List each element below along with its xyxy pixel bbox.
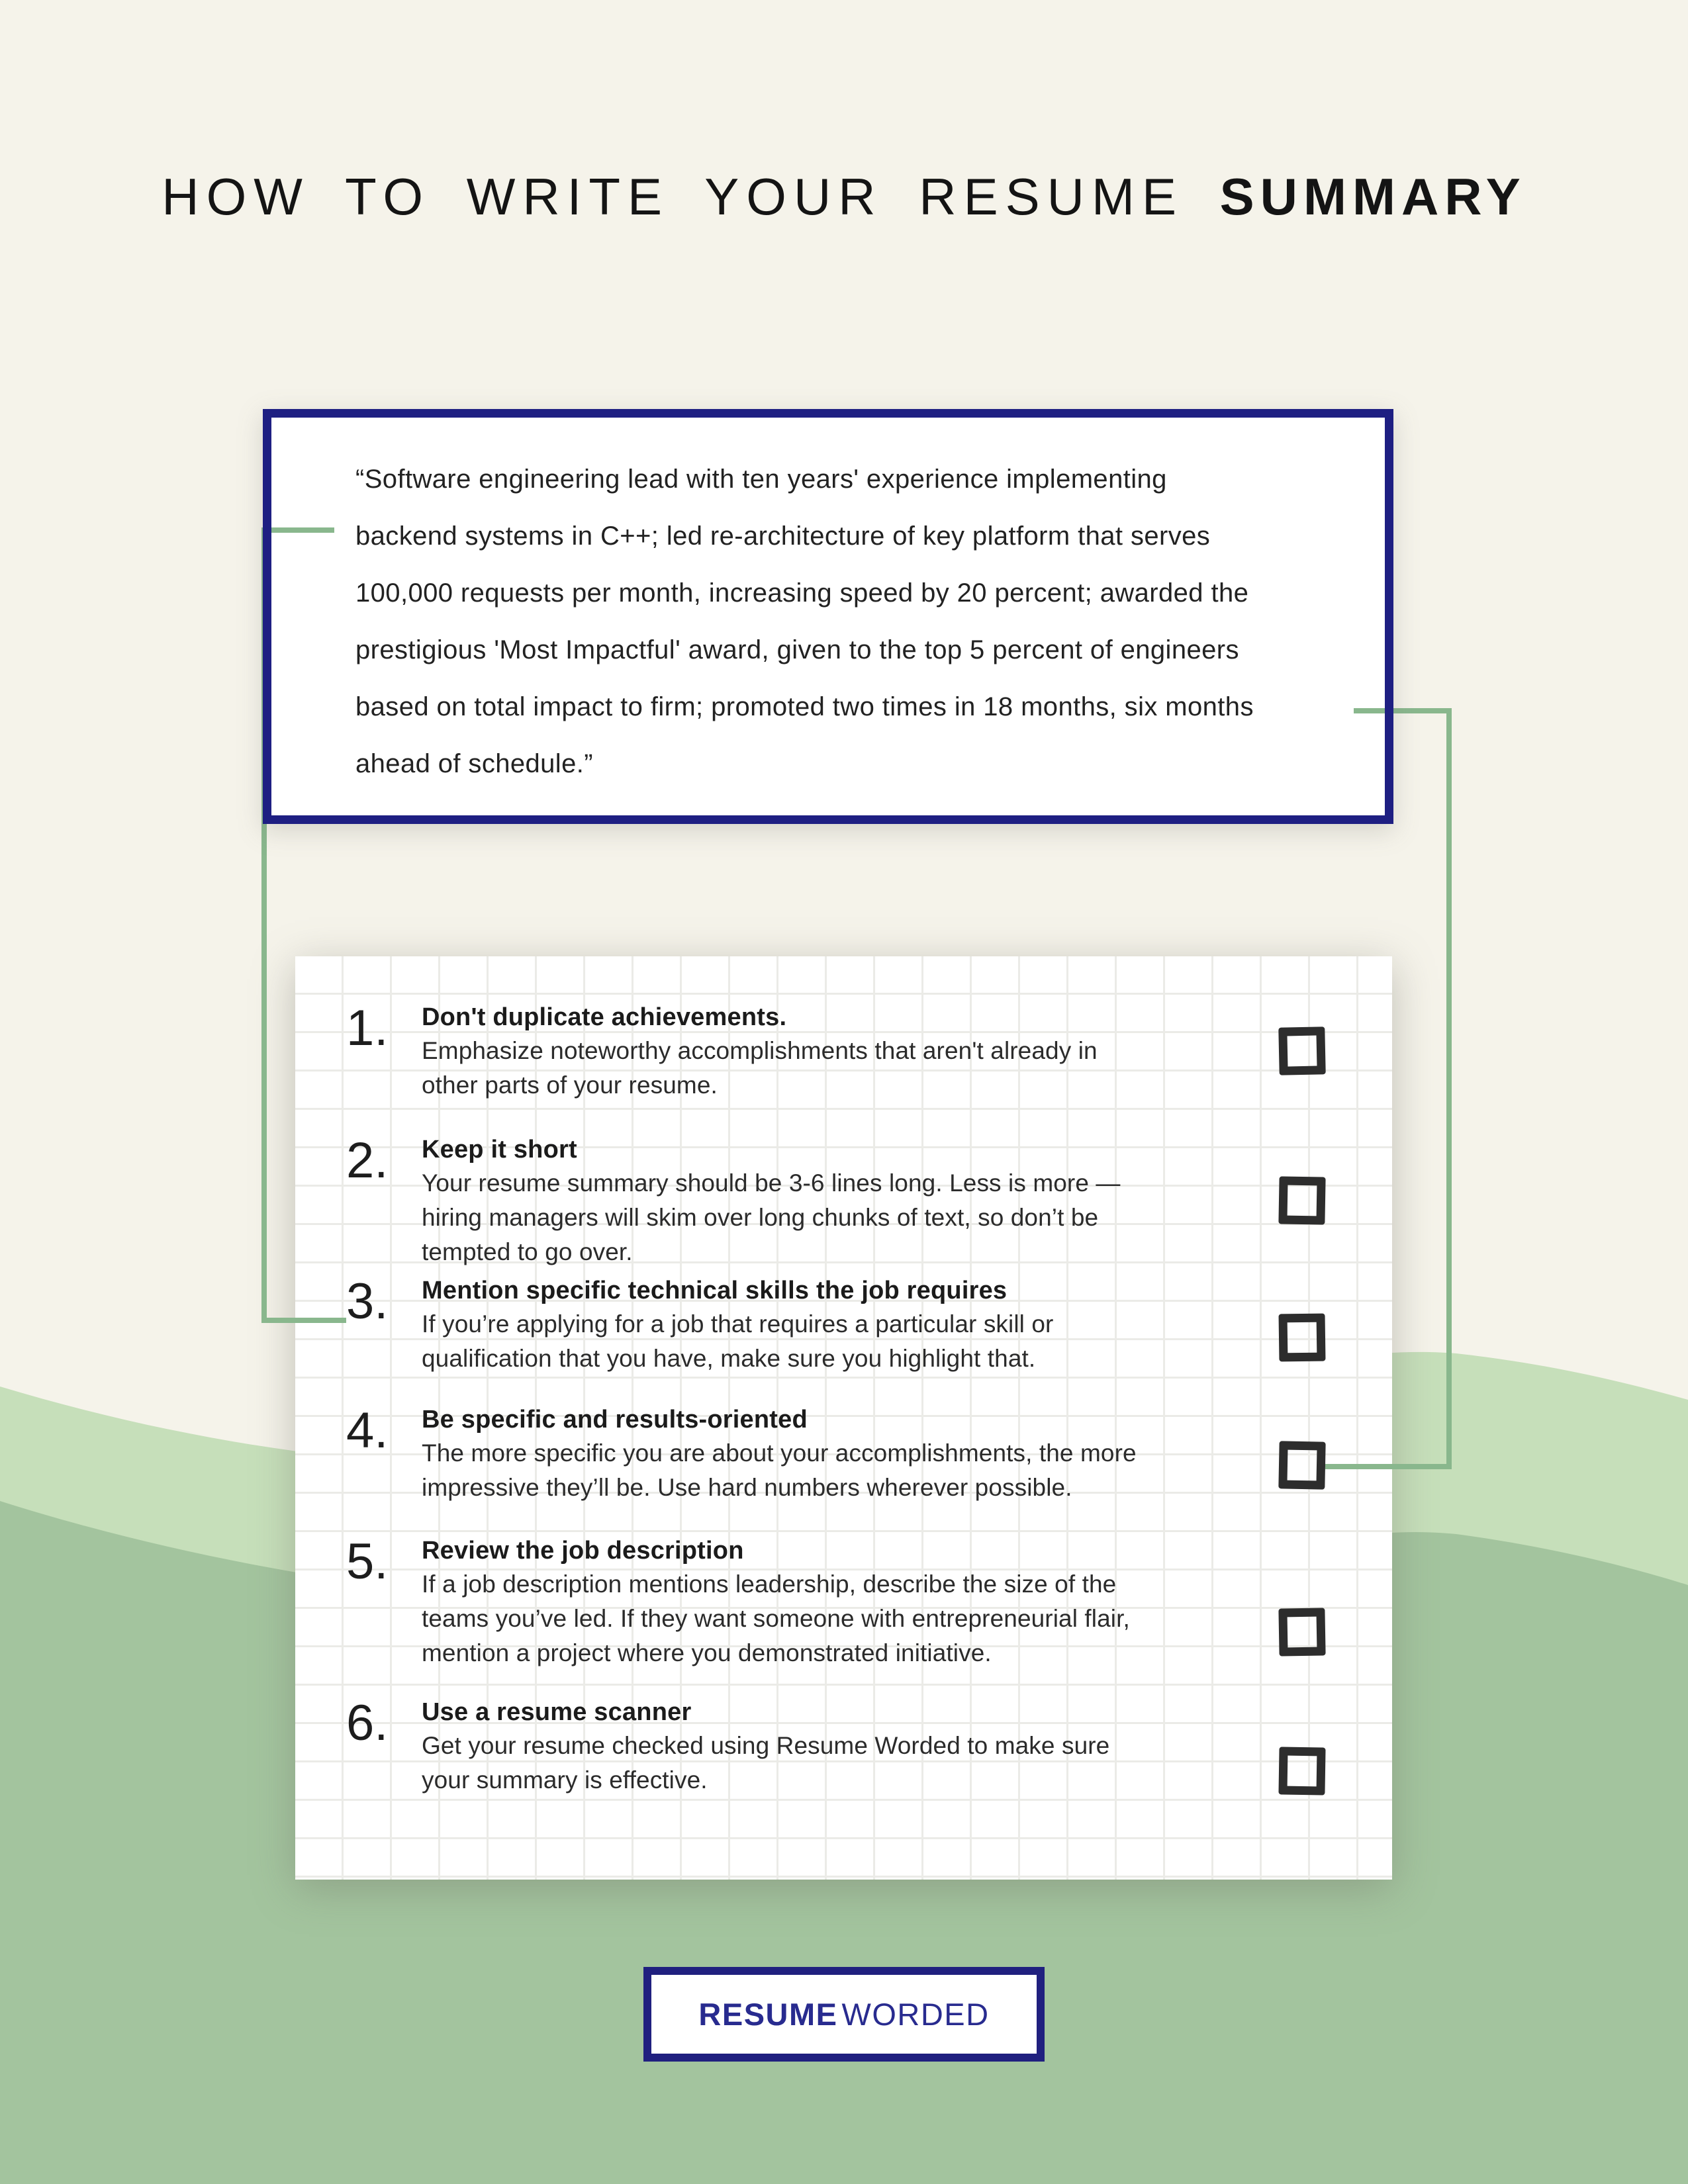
item-2-body-line: Your resume summary should be 3-6 lines long. Less is more — <box>422 1169 1121 1197</box>
connector-right-bottom-segment <box>1325 1464 1452 1469</box>
item-1-heading: Don't duplicate achievements. <box>422 1003 787 1031</box>
connector-left-bottom-segment <box>261 1318 346 1323</box>
item-3-heading: Mention specific technical skills the job requires <box>422 1277 1008 1304</box>
item-2-body-line: tempted to go over. <box>422 1238 633 1265</box>
item-1-body-line: Emphasize noteworthy accomplishments that aren't already in <box>422 1037 1098 1064</box>
item-5-number: 5. <box>346 1533 389 1590</box>
quote-line: ahead of schedule.” <box>355 749 593 778</box>
item-6-body-line: Get your resume checked using Resume Worded to make sure <box>422 1732 1110 1759</box>
item-6-number: 6. <box>346 1695 389 1751</box>
item-6-heading: Use a resume scanner <box>422 1698 692 1726</box>
item-1-number: 1. <box>346 1000 389 1056</box>
connector-right-tick <box>1354 708 1385 713</box>
item-5-body-line: If a job description mentions leadership, describe the size of the <box>422 1570 1117 1598</box>
checklist-item-3 <box>346 1274 1313 1376</box>
item-4-body-line: The more specific you are about your accomplishments, the more <box>422 1439 1137 1467</box>
item-3-number: 3. <box>346 1273 389 1330</box>
quote-line: based on total impact to firm; promoted two times in 18 months, six months <box>355 692 1254 721</box>
page-title-bold: SUMMARY <box>1219 167 1526 226</box>
item-3-body-line: qualification that you have, make sure you highlight that. <box>422 1345 1036 1372</box>
quote-line: prestigious 'Most Impactful' award, given to the top 5 percent of engineers <box>355 635 1239 664</box>
item-3-checkbox[interactable] <box>1279 1314 1326 1362</box>
item-5-checkbox[interactable] <box>1278 1608 1325 1656</box>
page-title-regular: HOW TO WRITE YOUR RESUME <box>162 167 1184 226</box>
item-1-checkbox[interactable] <box>1278 1026 1325 1075</box>
item-6-checkbox[interactable] <box>1278 1747 1325 1795</box>
checklist-item-1 <box>346 1001 1313 1103</box>
item-6-body-line: your summary is effective. <box>422 1766 708 1794</box>
item-5-body-line: teams you’ve led. If they want someone with entrepreneurial flair, <box>422 1605 1130 1632</box>
quote-line: “Software engineering lead with ten years' experience implementing <box>355 465 1167 494</box>
quote-line: 100,000 requests per month, increasing speed by 20 percent; awarded the <box>355 578 1249 608</box>
connector-left-tick <box>271 527 334 533</box>
item-3-body-line: If you’re applying for a job that requires a particular skill or <box>422 1310 1054 1338</box>
resume-worded-logo <box>643 1967 1045 2062</box>
example-summary-box <box>263 409 1393 824</box>
checklist-item-2 <box>346 1133 1313 1269</box>
resume-worded-logo-text <box>698 1996 989 2032</box>
item-4-number: 4. <box>346 1402 389 1459</box>
example-summary-text <box>355 451 1358 792</box>
item-2-checkbox[interactable] <box>1278 1176 1325 1224</box>
connector-right-vertical <box>1446 708 1452 1469</box>
item-5-heading: Review the job description <box>422 1537 744 1565</box>
logo-text-bold: RESUME <box>698 1997 838 2032</box>
item-4-body-line: impressive they’ll be. Use hard numbers wherever possible. <box>422 1474 1072 1501</box>
item-2-number: 2. <box>346 1132 389 1189</box>
quote-line: backend systems in C++; led re-architecture of key platform that serves <box>355 522 1211 551</box>
page-title <box>0 167 1688 227</box>
checklist-item-5 <box>346 1534 1313 1670</box>
checklist-item-4 <box>346 1403 1313 1505</box>
checklist-item-6 <box>346 1696 1313 1797</box>
item-2-body-line: hiring managers will skim over long chunks of text, so don’t be <box>422 1204 1099 1231</box>
checklist-card <box>295 956 1392 1880</box>
item-4-checkbox[interactable] <box>1278 1441 1325 1489</box>
item-2-heading: Keep it short <box>422 1136 577 1163</box>
item-5-body-line: mention a project where you demonstrated initiative. <box>422 1639 992 1666</box>
logo-text-regular: WORDED <box>841 1997 990 2032</box>
item-4-heading: Be specific and results-oriented <box>422 1406 808 1433</box>
item-1-body-line: other parts of your resume. <box>422 1071 718 1099</box>
